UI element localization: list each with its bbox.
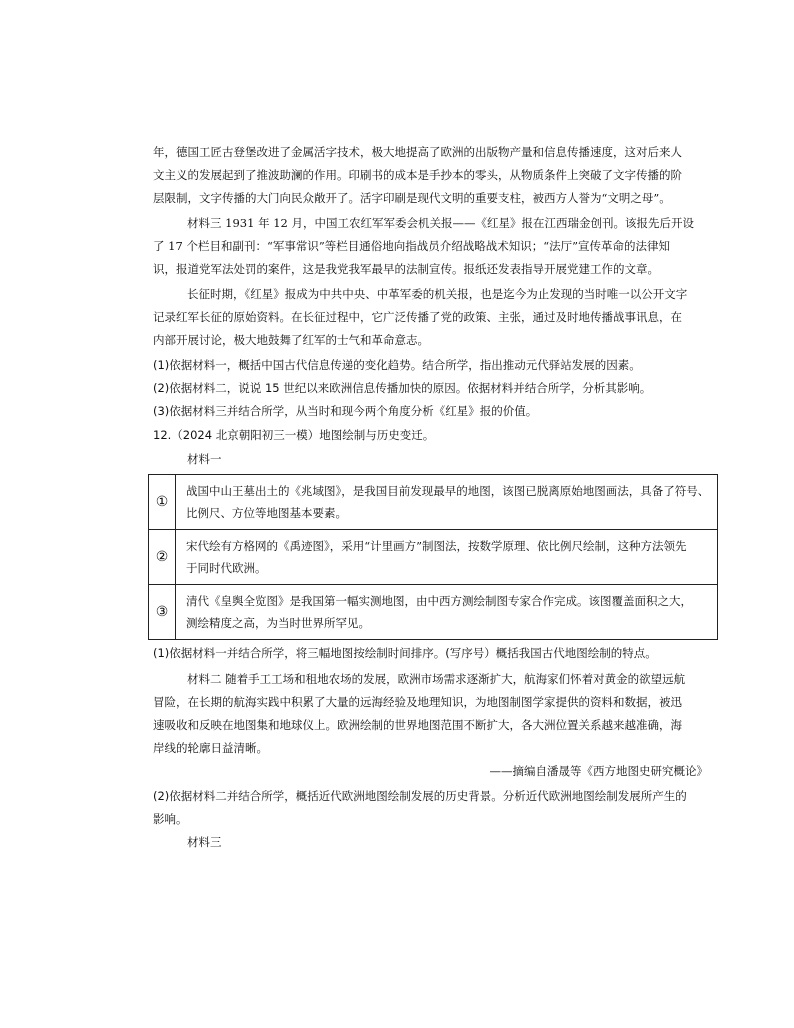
para1-line2: 文主义的发展起到了推波助澜的作用。印刷书的成本是手抄本的零头，从物质条件上突破了文字传播的阶: [153, 168, 682, 182]
row-text-line: 战国中山王墓出土的《兆域图》，是我国目前发现最早的地图，该图已脱离原始地图画法，具备了符号、: [186, 484, 710, 498]
para3-line2: 记录红军长征的原始资料。在长征过程中，它广泛传播了党的政策、主张，通过及时地传播战事讯息，在: [153, 310, 682, 324]
table-row: [149, 475, 718, 530]
row-text: [176, 475, 718, 530]
para3-line3: 内部开展讨论，极大地鼓舞了红军的士气和革命意志。: [153, 333, 429, 347]
row-number: ②: [149, 530, 176, 585]
table-row: [149, 585, 718, 640]
question-11-1: (1)依据材料一，概括中国古代信息传递的变化趋势。结合所学，指出推动元代驿站发展的因素。: [153, 358, 641, 372]
question-12-2-line2: 影响。: [153, 812, 188, 826]
question-11-3: (3)依据材料三并结合所学，从当时和现今两个角度分析《红星》报的价值。: [153, 404, 538, 418]
material2-line2: 冒险，在长期的航海实践中积累了大量的远海经验及地理知识，为地图制图学家提供的资料和数据，被迅: [153, 695, 682, 709]
material2-line3: 速吸收和反映在地图集和地球仪上。欧洲绘制的世界地图范围不断扩大，各大洲位置关系越来越准确，海: [153, 718, 682, 732]
row-text: [176, 585, 718, 640]
para1-line1: 年，德国工匠古登堡改进了金属活字技术，极大地提高了欧洲的出版物产量和信息传播速度，这对后来人: [153, 145, 682, 159]
material1-label: 材料一: [187, 452, 222, 466]
question-12-title: 12.（2024 北京朝阳初三一模）地图绘制与历史变迁。: [153, 428, 435, 442]
para3-line1: 长征时期，《红星》报成为中共中央、中革军委的机关报，也是迄今为止发现的当时唯一以公开文字: [187, 287, 688, 301]
row-text: [176, 530, 718, 585]
row-text-line: 清代《皇舆全览图》是我国第一幅实测地图，由中西方测绘制图专家合作完成。该图覆盖面积之大，: [186, 594, 692, 608]
para2-line2: 了 17 个栏目和副刊：“军事常识”等栏目通俗地向指战员介绍战略战术知识；“法厅”宣传革命的法律知: [153, 239, 670, 253]
row-text-line: 宋代绘有方格网的《禹迹图》，采用“计里画方”制图法，按数学原理、依比例尺绘制，这种方法领先: [186, 539, 687, 553]
material2-source: ——摘编自潘晟等《西方地图史研究概论》: [489, 764, 708, 778]
question-11-2: (2)依据材料二，说说 15 世纪以来欧洲信息传播加快的原因。依据材料并结合所学，分析其影响。: [153, 381, 652, 395]
row-number: ①: [149, 475, 176, 530]
question-12-2-line1: (2)依据材料二并结合所学，概括近代欧洲地图绘制发展的历史背景。分析近代欧洲地图绘制发展所产生的: [153, 789, 687, 803]
material1-table: [148, 474, 718, 640]
para2-line3: 识，报道党军法处罚的案件，这是我党我军最早的法制宣传。报纸还发表指导开展党建工作的文章。: [153, 262, 659, 276]
para1-line3: 层限制，文字传播的大门向民众敞开了。活字印刷是现代文明的重要支柱，被西方人誉为“文明之母”。: [153, 191, 671, 205]
material2-line1: 材料二 随着手工工场和租地农场的发展，欧洲市场需求逐渐扩大，航海家们怀着对黄金的欲望远航: [187, 672, 686, 686]
material2-line4: 岸线的轮廓日益清晰。: [153, 741, 268, 755]
question-12-1: (1)依据材料一并结合所学，将三幅地图按绘制时间排序。(写序号）概括我国古代地图绘制的特点。: [153, 646, 657, 660]
row-text-line: 测绘精度之高，为当时世界所罕见。: [186, 616, 370, 630]
row-number: ③: [149, 585, 176, 640]
para2-line1: 材料三 1931 年 12 月，中国工农红军军委会机关报——《红星》报在江西瑞金创刊。该报先后开设: [187, 216, 695, 230]
table-row: [149, 530, 718, 585]
material3-label: 材料三: [187, 835, 222, 849]
row-text-line: 于同时代欧洲。: [186, 561, 267, 575]
row-text-line: 比例尺、方位等地图基本要素。: [186, 506, 347, 520]
